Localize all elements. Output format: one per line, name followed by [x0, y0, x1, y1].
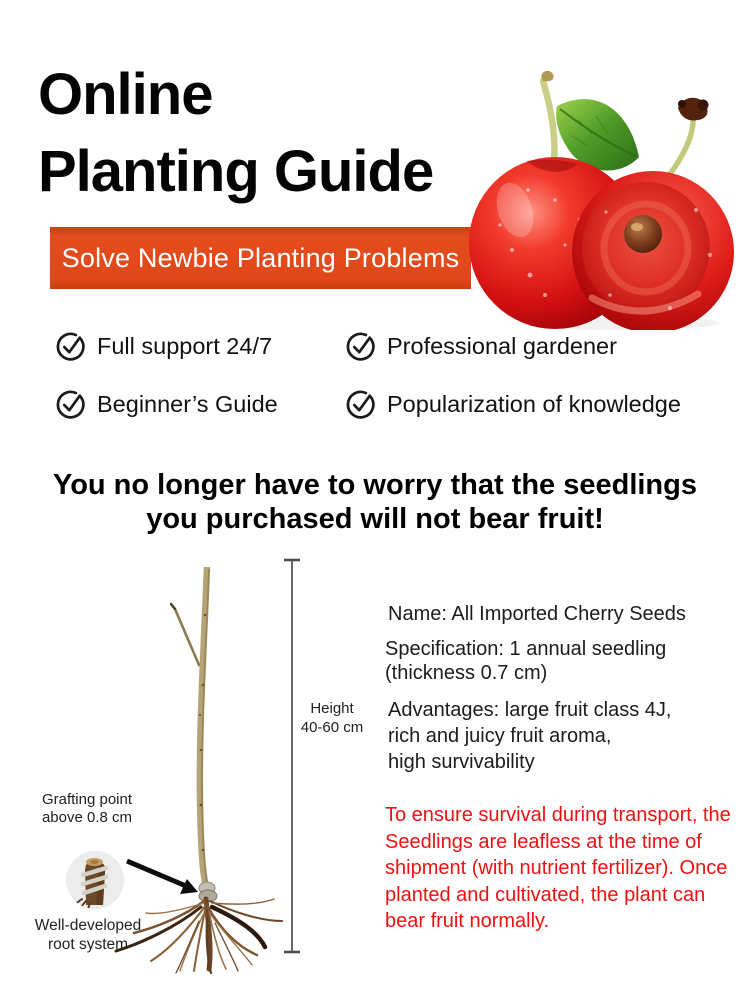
feature-label: Professional gardener: [387, 333, 617, 359]
product-advantages: [388, 697, 671, 775]
notice-line5: bear fruit normally.: [385, 910, 550, 932]
feature-label: Full support 24/7: [97, 333, 273, 359]
half-cherry: [572, 171, 734, 330]
feature-item-knowledge: [345, 389, 681, 420]
check-circle-icon: [55, 331, 86, 362]
graft-closeup-photo: [66, 851, 124, 909]
feature-item-beginners-guide: [55, 389, 278, 420]
page-title: [38, 56, 433, 210]
promo-banner: [50, 227, 471, 289]
feature-label: Popularization of knowledge: [387, 391, 681, 417]
grafting-label-line1: Grafting point: [41, 791, 133, 808]
root-label-line1: Well-developed: [34, 917, 142, 934]
advantages-line3: high survivability: [388, 751, 535, 773]
headline: [0, 468, 750, 536]
headline-line2: you purchased will not bear fruit!: [146, 503, 604, 535]
root-label-line2: root system: [47, 936, 129, 953]
feature-item-full-support: [55, 331, 272, 362]
grafting-point-label: [28, 791, 146, 827]
height-label-line2: 40-60 cm: [300, 719, 364, 736]
callout-arrow: [127, 861, 198, 894]
seedling-stem: [171, 567, 209, 891]
product-specification: [385, 637, 666, 685]
seedling-photo: [0, 555, 380, 975]
check-circle-icon: [55, 389, 86, 420]
specification-line1: Specification: 1 annual seedling: [385, 638, 667, 660]
check-circle-icon: [345, 389, 376, 420]
height-label: [295, 699, 369, 737]
cherry-dried-calyx: [678, 98, 709, 121]
promo-banner-label: Solve Newbie Planting Problems: [61, 242, 460, 273]
notice-line3: shipment (with nutrient fertilizer). Once: [385, 857, 728, 879]
specification-line2: (thickness 0.7 cm): [385, 662, 548, 684]
shipping-notice: [385, 802, 750, 935]
feature-item-professional-gardener: [345, 331, 617, 362]
graft-closeup-inset: [66, 851, 124, 909]
measurement-line: [284, 560, 300, 952]
grafting-label-line2: above 0.8 cm: [41, 809, 133, 826]
headline-line1: You no longer have to worry that the seedlings: [53, 469, 697, 501]
page-title-line2: Planting Guide: [38, 139, 434, 204]
check-circle-icon: [345, 331, 376, 362]
height-label-line1: Height: [310, 700, 354, 717]
feature-label: Beginner’s Guide: [97, 391, 278, 417]
page-title-line1: Online: [38, 62, 213, 127]
notice-line1: To ensure survival during transport, the: [385, 804, 731, 826]
root-system-label: [22, 916, 154, 954]
advantages-line2: rich and juicy fruit aroma,: [388, 725, 612, 747]
advantages-line1: Advantages: large fruit class 4J,: [388, 699, 672, 721]
notice-line4: planted and cultivated, the plant can: [385, 883, 706, 906]
cherries-photo: [460, 60, 750, 330]
notice-line2: Seedlings are leafless at the time of: [385, 830, 702, 853]
product-name: Name: All Imported Cherry Seeds: [388, 603, 686, 625]
